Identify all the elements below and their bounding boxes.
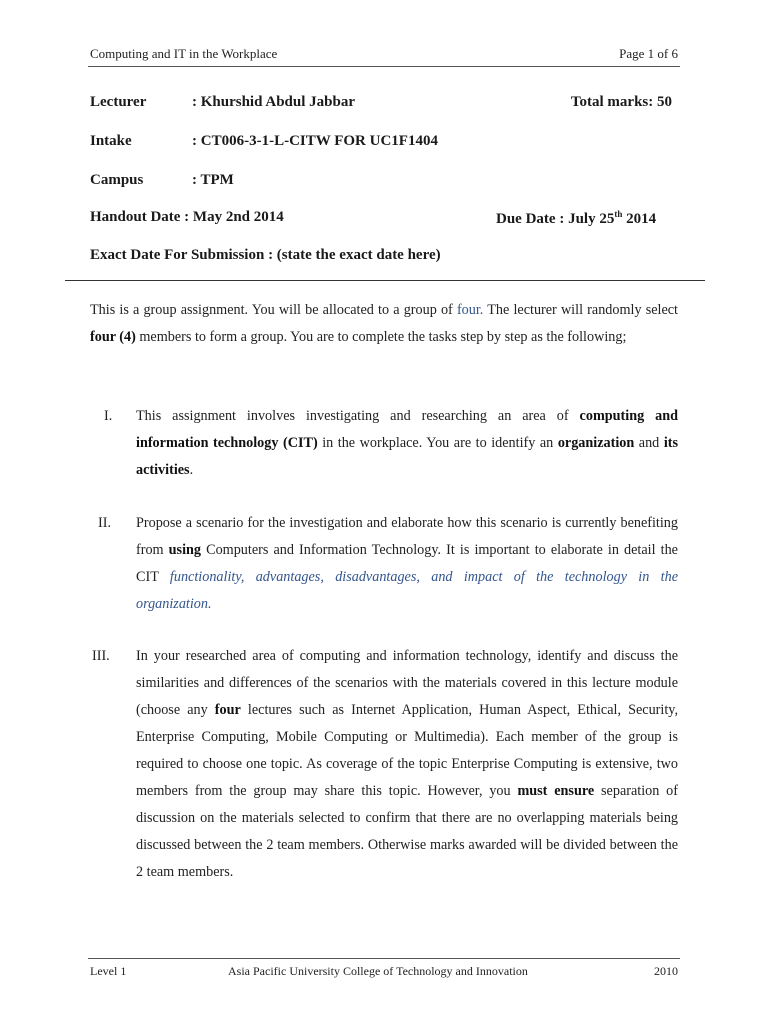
header-title: Computing and IT in the Workplace (90, 46, 278, 61)
campus-value: : TPM (192, 172, 234, 188)
list-item (90, 403, 678, 484)
due-date: Due Date : July 25th 2014 (496, 209, 657, 227)
section-divider (65, 280, 705, 281)
footer-year: 2010 (654, 964, 678, 978)
item-number: II. (98, 515, 111, 531)
item-number: I. (104, 408, 113, 424)
list-item (90, 643, 678, 886)
header-divider (88, 66, 680, 67)
item-text: This assignment involves investigating and researching an area of computing and information technology (CIT) in the workplace. You are to identify an organization and its activities. (136, 408, 678, 478)
handout-date: Handout Date : May 2nd 2014 (90, 209, 284, 225)
header-page-number: Page 1 of 6 (619, 46, 678, 61)
footer-level: Level 1 (90, 964, 127, 978)
footer-divider (88, 958, 680, 959)
intake-label: Intake (90, 133, 132, 149)
item-text: In your researched area of computing and information technology, identify and discuss the similarities and differences of the scenarios with the materials covered in this lecture module (choose any four lectures such as Internet Application, Human Aspect, Ethical, Security, Enterprise Computing, Mobile Computing or Multimedia). Each member of the group is required to choose one topic. As coverage of the topic Enterprise Computing is extensive, two members from the group may share this topic. However, you must ensure separation of discussion on the materials selected to confirm that there are no overlapping materials being discussed between the 2 team members. Otherwise marks awarded will be divided between the 2 team members. (136, 648, 678, 880)
footer-institution: Asia Pacific University College of Technology and Innovation (228, 964, 528, 978)
list-item (90, 510, 678, 618)
lecturer-value: : Khurshid Abdul Jabbar (192, 94, 355, 110)
intro-paragraph: This is a group assignment. You will be allocated to a group of four. The lecturer will randomly select four (4) members to form a group. You are to complete the tasks step by step as the following; (90, 302, 678, 345)
item-number: III. (92, 648, 110, 664)
item-text: Propose a scenario for the investigation and elaborate how this scenario is currently benefiting from using Computers and Information Technology. It is important to elaborate in detail the CIT functionality, advantages, disadvantages, and impact of the technology in the organization. (136, 515, 678, 612)
intake-value: : CT006-3-1-L-CITW FOR UC1F1404 (192, 133, 438, 149)
campus-label: Campus (90, 172, 144, 188)
lecturer-label: Lecturer (90, 94, 147, 110)
total-marks: Total marks: 50 (570, 94, 672, 110)
